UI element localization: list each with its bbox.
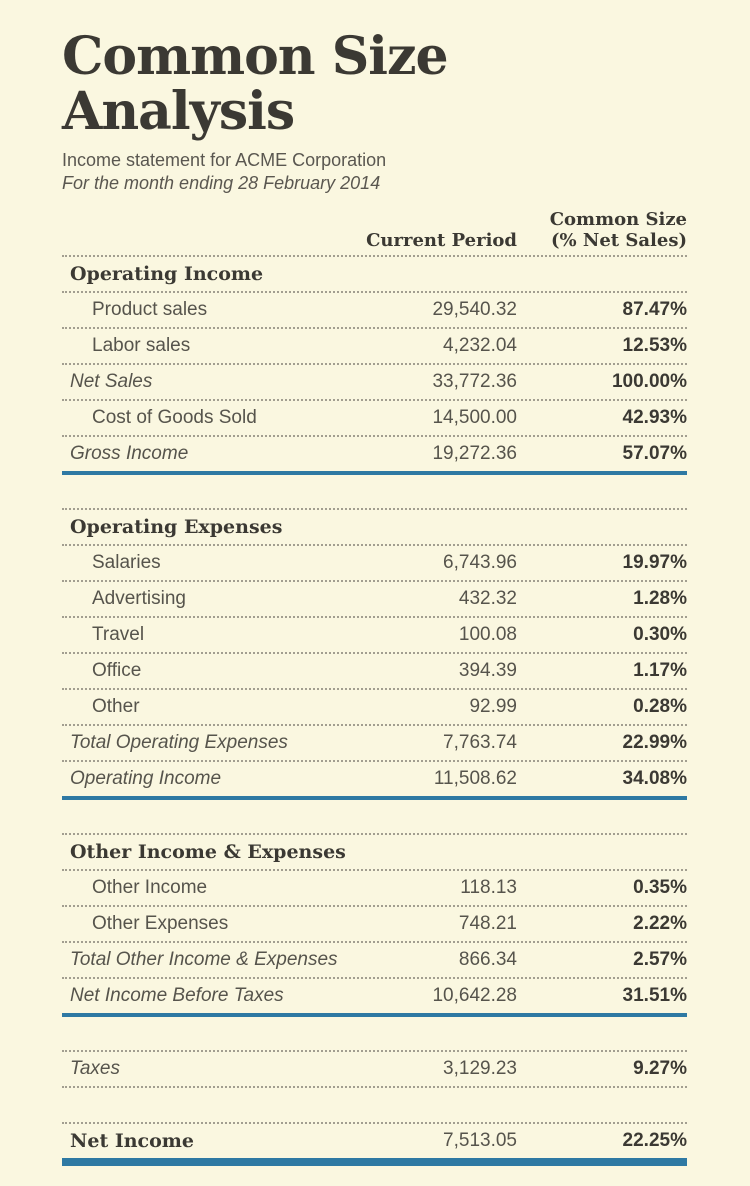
table-row: [62, 1122, 687, 1158]
statement-period: For the month ending 28 February 2014: [62, 172, 381, 193]
percent-cell: 57.07%: [622, 442, 687, 464]
table-row: [62, 652, 687, 688]
percent-cell: 22.99%: [622, 731, 687, 753]
percent-cell: 1.28%: [633, 587, 687, 609]
table-row: [62, 905, 687, 941]
amount-cell: 29,540.32: [432, 298, 517, 320]
amount-cell: 19,272.36: [432, 442, 517, 464]
row-label: Taxes: [70, 1057, 120, 1079]
column-header-common-size-line2: (% Net Sales): [551, 229, 687, 251]
row-label: Operating Income: [70, 767, 222, 789]
amount-cell: 7,513.05: [443, 1129, 517, 1151]
statement-section: [62, 833, 687, 1017]
table-row: [62, 1050, 687, 1086]
table-row: [62, 977, 687, 1013]
row-label: Operating Expenses: [70, 515, 283, 538]
amount-cell: 3,129.23: [443, 1057, 517, 1079]
amount-cell: 14,500.00: [432, 406, 517, 428]
row-label: Net Income Before Taxes: [70, 984, 284, 1006]
percent-cell: 87.47%: [622, 298, 687, 320]
column-headers: [62, 210, 687, 254]
table-row: [62, 616, 687, 652]
amount-cell: 100.08: [458, 623, 517, 645]
section-header-row: [62, 833, 687, 869]
amount-cell: 866.34: [458, 948, 517, 970]
row-label: Net Income: [70, 1129, 194, 1152]
table-row: [62, 941, 687, 977]
table-row: [62, 760, 687, 796]
row-label: Total Other Income & Expenses: [70, 948, 338, 970]
table-row: [62, 435, 687, 471]
row-label: Labor sales: [92, 334, 191, 356]
percent-cell: 22.25%: [622, 1129, 687, 1151]
amount-cell: 748.21: [458, 912, 517, 934]
percent-cell: 2.22%: [633, 912, 687, 934]
percent-cell: 34.08%: [622, 767, 687, 789]
row-label: Total Operating Expenses: [70, 731, 288, 753]
statement-section: [62, 1122, 687, 1166]
percent-cell: 2.57%: [633, 948, 687, 970]
page-title: Common Size Analysis: [62, 26, 448, 142]
row-label: Net Sales: [70, 370, 153, 392]
table-row: [62, 363, 687, 399]
amount-cell: 6,743.96: [443, 551, 517, 573]
table-row: [62, 291, 687, 327]
table-row: [62, 327, 687, 363]
statement-subtitle: Income statement for ACME Corporation: [62, 150, 387, 171]
amount-cell: 33,772.36: [432, 370, 517, 392]
statement-sections: [62, 255, 687, 1166]
amount-cell: 394.39: [458, 659, 517, 681]
table-row: [62, 869, 687, 905]
row-label: Cost of Goods Sold: [92, 406, 257, 428]
row-label: Travel: [92, 623, 145, 645]
row-label: Gross Income: [70, 442, 189, 464]
amount-cell: 7,763.74: [443, 731, 517, 753]
amount-cell: 118.13: [460, 876, 517, 898]
section-header-row: [62, 508, 687, 544]
row-label: Other Income & Expenses: [70, 840, 346, 863]
row-label: Other Expenses: [92, 912, 229, 934]
percent-cell: 31.51%: [622, 984, 687, 1006]
percent-cell: 0.30%: [633, 623, 687, 645]
percent-cell: 19.97%: [622, 551, 687, 573]
amount-cell: 92.99: [469, 695, 517, 717]
statement-sheet: [62, 26, 687, 1166]
percent-cell: 9.27%: [633, 1057, 687, 1079]
row-label: Operating Income: [70, 262, 264, 285]
percent-cell: 0.28%: [633, 695, 687, 717]
column-header-common-size: [517, 210, 687, 254]
statement-section: [62, 1050, 687, 1088]
table-row: [62, 688, 687, 724]
percent-cell: 100.00%: [611, 370, 687, 392]
table-row: [62, 580, 687, 616]
row-label: Product sales: [92, 298, 208, 320]
row-label: Other Income: [92, 876, 208, 898]
row-label: Other: [92, 695, 140, 717]
amount-cell: 4,232.04: [443, 334, 517, 356]
amount-cell: 11,508.62: [433, 767, 517, 789]
percent-cell: 1.17%: [633, 659, 687, 681]
section-header-row: [62, 255, 687, 291]
statement-section: [62, 255, 687, 475]
row-label: Salaries: [92, 551, 161, 573]
percent-cell: 0.35%: [633, 876, 687, 898]
percent-cell: 42.93%: [622, 406, 687, 428]
column-header-common-size-line1: Common Size: [549, 209, 687, 231]
table-row: [62, 544, 687, 580]
row-label: Advertising: [92, 587, 186, 609]
table-row: [62, 399, 687, 435]
amount-cell: 10,642.28: [432, 984, 517, 1006]
row-label: Office: [92, 659, 142, 681]
percent-cell: 12.53%: [622, 334, 687, 356]
amount-cell: 432.32: [458, 587, 517, 609]
table-row: [62, 724, 687, 760]
statement-section: [62, 508, 687, 800]
column-header-current-period: Current Period: [366, 229, 517, 251]
